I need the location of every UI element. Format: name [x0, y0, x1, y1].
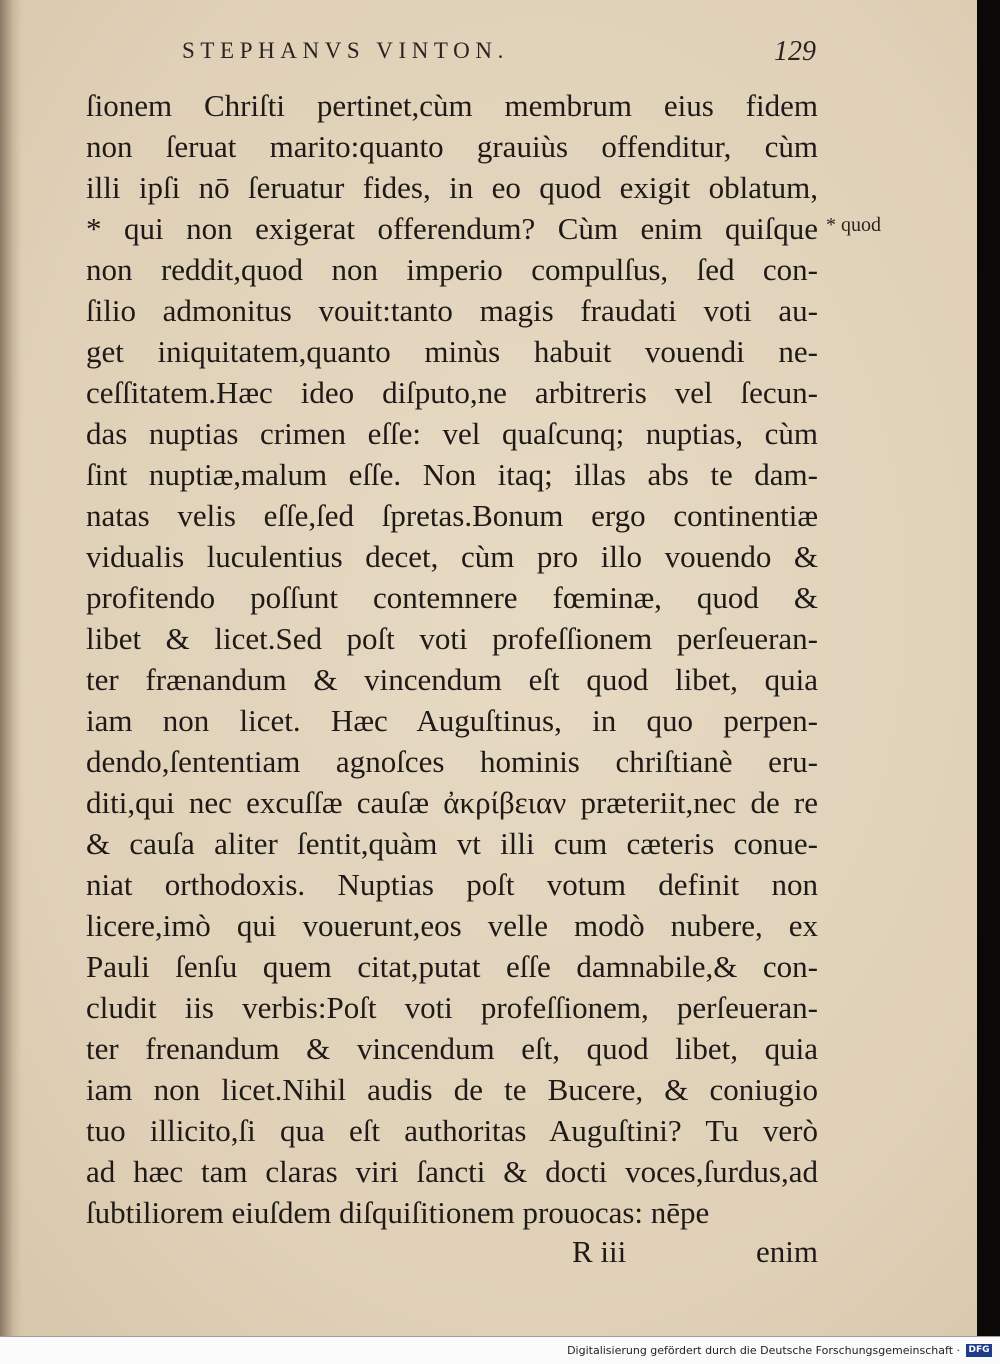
text-line: illi ipſi nō ſeruatur fides, in eo quod exigit oblatum, — [86, 170, 818, 205]
text-line: profitendo poſſunt contemnere fœminæ, quod & — [86, 580, 818, 615]
text-line: & cauſa aliter ſentit,quàm vt illi cum cæteris conue- — [86, 826, 818, 861]
text-line: iam non licet. Hæc Auguſtinus, in quo perpen- — [86, 703, 818, 738]
text-line: ceſſitatem.Hæc ideo diſputo,ne arbitreris vel ſecun- — [86, 375, 818, 410]
text-line: get iniquitatem,quanto minùs habuit vouendi ne- — [86, 334, 818, 369]
text-line: diti,qui nec excuſſæ cauſæ ἀκρίβειαν præteriit,nec de re — [86, 785, 818, 820]
running-head: STEPHANVS VINTON. — [182, 38, 509, 63]
text-line: Pauli ſenſu quem citat,putat eſſe damnabile,& con- — [86, 949, 818, 984]
page-number: 129 — [774, 36, 816, 67]
text-line: ter frænandum & vincendum eſt quod libet, quia — [86, 662, 818, 697]
text-line: ſionem Chriſti pertinet,cùm membrum eius fidem — [86, 88, 818, 123]
main-text-block — [86, 85, 818, 1233]
digitization-footer — [0, 1336, 1000, 1364]
page-header — [182, 36, 818, 76]
text-line: natas velis eſſe,ſed ſpretas.Bonum ergo continentiæ — [86, 498, 818, 533]
text-line: vidualis luculentius decet, cùm pro illo vouendo & — [86, 539, 818, 574]
text-line: ſubtiliorem eiuſdem diſquiſitionem prouocas: nēpe — [86, 1195, 710, 1230]
signature-mark: R iii — [572, 1234, 627, 1269]
text-line: ſilio admonitus vouit:tanto magis fraudati voti au- — [86, 293, 818, 328]
page-footer-line — [86, 1234, 818, 1280]
text-line: ſint nuptiæ,malum eſſe. Non itaq; illas abs te dam- — [86, 457, 818, 492]
text-line: ad hæc tam claras viri ſancti & docti voces,ſurdus,ad — [86, 1154, 818, 1189]
text-line: dendo,ſententiam agnoſces hominis chriſtianè eru- — [86, 744, 818, 779]
text-line: tuo illicito,ſi qua eſt authoritas Auguſtini? Tu verò — [86, 1113, 818, 1148]
funding-note: Digitalisierung gefördert durch die Deutsche Forschungsgemeinschaft · — [567, 1344, 960, 1357]
text-line: niat orthodoxis. Nuptias poſt votum definit non — [86, 867, 818, 902]
marginal-note: * quod — [826, 214, 881, 236]
text-line: libet & licet.Sed poſt voti profeſſionem perſeueran- — [86, 621, 818, 656]
text-line: das nuptias crimen eſſe: vel quaſcunq; nuptias, cùm — [86, 416, 818, 451]
text-line: ter frenandum & vincendum eſt, quod libet, quia — [86, 1031, 818, 1066]
text-line: non ſeruat marito:quanto grauiùs offenditur, cùm — [86, 129, 818, 164]
text-line: iam non licet.Nihil audis de te Bucere, & coniugio — [86, 1072, 818, 1107]
text-line: * qui non exigerat offerendum? Cùm enim quiſque — [86, 211, 818, 246]
catchword: enim — [756, 1234, 818, 1269]
text-line: licere,imò qui vouerunt,eos velle modò nubere, ex — [86, 908, 818, 943]
dfg-logo-icon: DFG — [966, 1344, 992, 1357]
text-line: cludit iis verbis:Poſt voti profeſſionem, perſeueran- — [86, 990, 818, 1025]
text-line: non reddit,quod non imperio compulſus, ſed con- — [86, 252, 818, 287]
